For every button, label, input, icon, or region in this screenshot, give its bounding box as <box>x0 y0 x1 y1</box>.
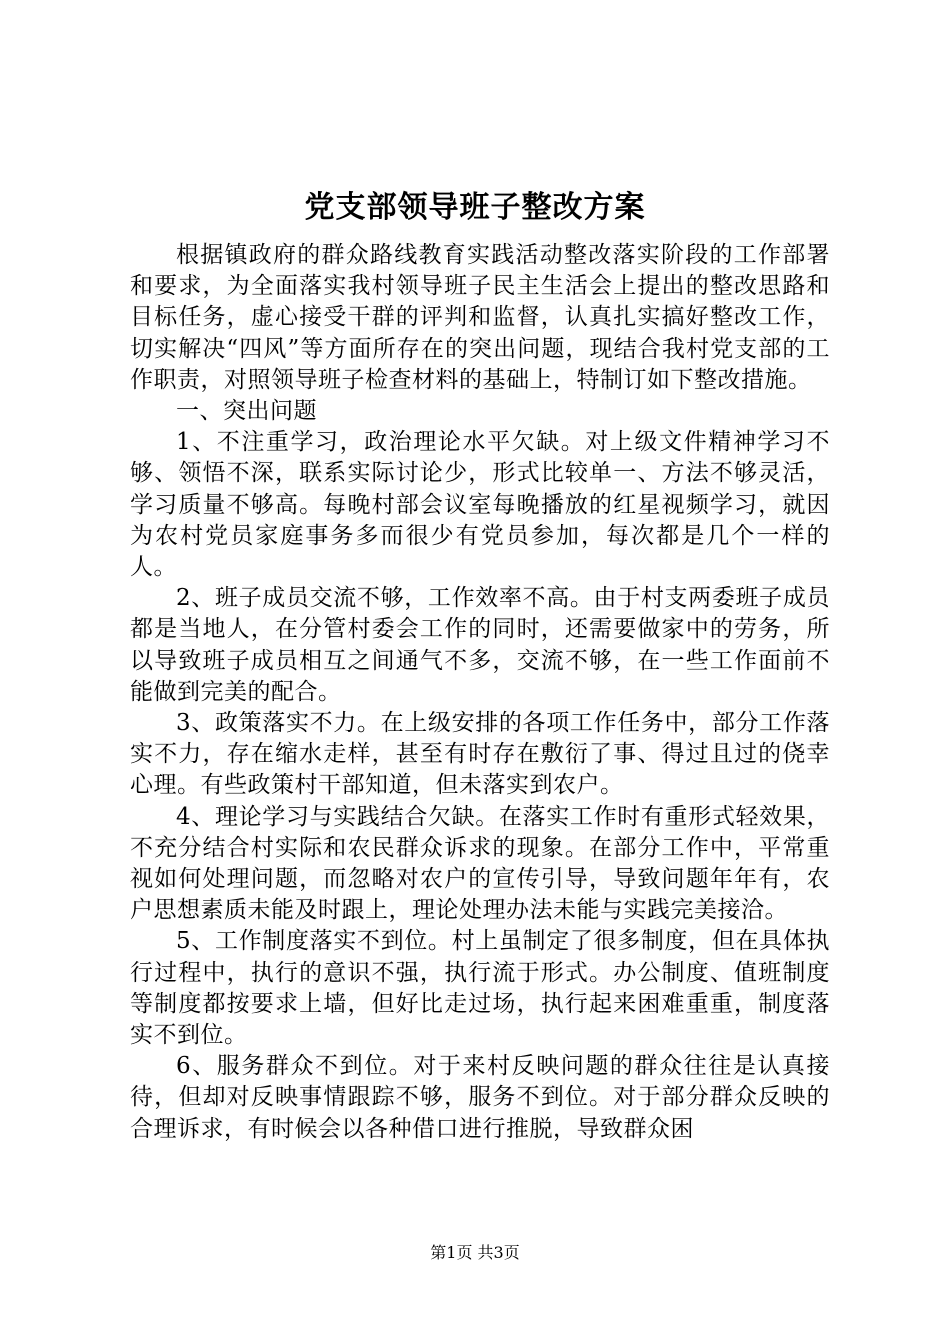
document-body <box>130 240 830 1145</box>
section-heading: 一、突出问题 <box>176 398 317 425</box>
issue-paragraph-6: 6、服务群众不到位。对于来村反映问题的群众往往是认真接待，但却对反映事情跟踪不够，服务不到位。对于部分群众反映的合理诉求，有时候会以各种借口进行推脱，导致群众困 <box>130 1053 830 1142</box>
issue-paragraph-3: 3、政策落实不力。在上级安排的各项工作任务中，部分工作落实不力，存在缩水走样，甚至有时存在敷衍了事、得过且过的侥幸心理。有些政策村干部知道，但未落实到农户。 <box>130 710 830 799</box>
issue-paragraph-1: 1、不注重学习，政治理论水平欠缺。对上级文件精神学习不够、领悟不深，联系实际讨论少，形式比较单一、方法不够灵活，学习质量不够高。每晚村部会议室每晚播放的红星视频学习，就因为农村党员家庭事务多而很少有党员参加，每次都是几个一样的人。 <box>130 429 830 581</box>
issue-paragraph-2: 2、班子成员交流不够，工作效率不高。由于村支两委班子成员都是当地人，在分管村委会工作的同时，还需要做家中的劳务，所以导致班子成员相互之间通气不多，交流不够，在一些工作面前不能做到完美的配合。 <box>130 585 830 705</box>
document-title: 党支部领导班子整改方案 <box>304 190 646 225</box>
intro-paragraph: 根据镇政府的群众路线教育实践活动整改落实阶段的工作部署和要求，为全面落实我村领导班子民主生活会上提出的整改思路和目标任务，虚心接受干群的评判和监督，认真扎实搞好整改工作，切实解决“四风”等方面所存在的突出问题，现结合我村党支部的工作职责，对照领导班子检查材料的基础上，特制订如下整改措施。 <box>130 242 830 393</box>
page-footer: 第1页 共3页 <box>430 1243 520 1262</box>
issue-paragraph-4: 4、理论学习与实践结合欠缺。在落实工作时有重形式轻效果，不充分结合村实际和农民群众诉求的现象。在部分工作中，平常重视如何处理问题，而忽略对农户的宣传引导，导致问题年年有，农户思想素质未能及时跟上，理论处理办法未能与实践完美接洽。 <box>130 803 830 924</box>
issue-paragraph-5: 5、工作制度落实不到位。村上虽制定了很多制度，但在具体执行过程中，执行的意识不强，执行流于形式。办公制度、值班制度等制度都按要求上墙，但好比走过场，执行起来困难重重，制度落实不到位。 <box>130 928 830 1049</box>
